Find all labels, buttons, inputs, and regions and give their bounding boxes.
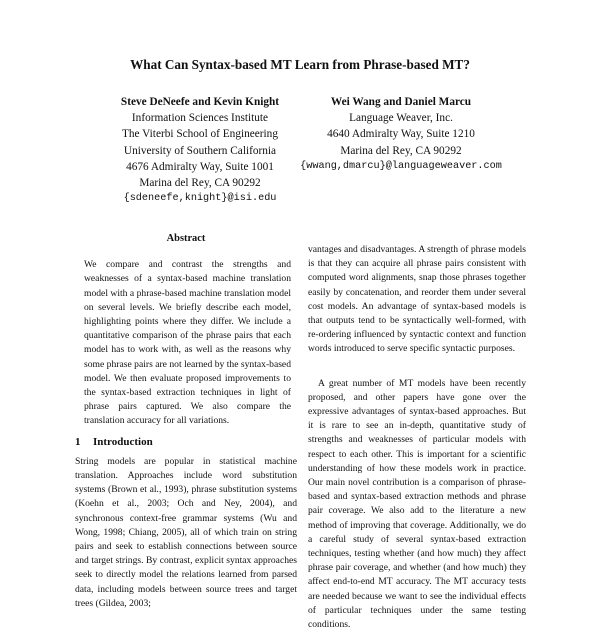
affiliation-line: 4676 Admiralty Way, Suite 1001	[126, 160, 274, 173]
paragraph-gap	[308, 357, 526, 377]
affiliation-line: University of Southern California	[123, 144, 277, 157]
author-names: Wei Wang and Daniel Marcu	[330, 96, 472, 108]
affiliation-line: Marina del Rey, CA 90292	[139, 177, 261, 190]
abstract-heading: Abstract	[166, 233, 206, 244]
affiliation-line: 4640 Admiralty Way, Suite 1210	[327, 128, 475, 141]
author-names: Steve DeNeefe and Kevin Knight	[120, 96, 280, 108]
paper-title: What Can Syntax-based MT Learn from Phrase-based MT?	[130, 57, 470, 72]
author-block-languageweaver	[283, 94, 519, 175]
abstract-text: We compare and contrast the strengths and weaknesses of a syntax-based machine translation model with a phrase-based machine translation model on several levels. We briefly describe each model, highlighting points where they differ. We include a quantitative comparison of the phrase pairs that each model has to work with, as well as the reasons why some phrase pairs are not learned by the syntax-based model. We then evaluate proposed improvements to the syntax-based extraction techniques in light of phrase pairs captured. We also compare the translation accuracy for all variations.	[84, 259, 291, 427]
section-title: Introduction	[93, 435, 153, 448]
section-heading-introduction	[75, 435, 297, 449]
author-email: {wwang,dmarcu}@languageweaver.com	[300, 160, 502, 172]
body-paragraph: A great number of MT models have been recently proposed, and other papers have gone over the expressive advantages of syntax-based approaches. But it is rare to see an in-depth, quantitative study of strengths and weaknesses of particular models with respect to each other. This is important for a scientific understanding of how these models work in practice. Our main novel contribution is a comparison of phrase-based and syntax-based extraction methods and phrase pair coverage. We also add to the literature a new method of improving that coverage. Additionally, we do a careful study of several syntax-based extraction techniques, testing whether (and how much) they affect phrase pair coverage, and whether (and how much) they affect end-to-end MT accuracy. The MT accuracy tests are needed because we want to see the individual effects of particular techniques under the same testing conditions.	[308, 377, 526, 631]
right-column	[308, 243, 526, 632]
author-email: {sdeneefe,knight}@isi.edu	[123, 193, 277, 205]
affiliation-line: Marina del Rey, CA 90292	[340, 144, 462, 157]
affiliation-line: Language Weaver, Inc.	[349, 112, 453, 125]
body-paragraph: vantages and disadvantages. A strength of phrase models is that they can acquire all phrase pairs consistent with computed word alignments, snap those phrases together easily by concatenation, and reorder them under several cost models. An advantage of syntax-based models is that outputs tend to be syntactically well-formed, with re-ordering influenced by syntactic context and function words introduced to serve specific syntactic purposes.	[308, 244, 526, 355]
left-column	[75, 232, 297, 611]
introduction-paragraph: String models are popular in statistical machine translation. Approaches include word substitution systems (Brown et al., 1993), phrase substitution systems (Koehn et al., 2003; Och and Ney, 2004), and synchronous context-free grammar systems (Wu and Wong, 1998; Chiang, 2005), all of which train on string pairs and seek to establish connections between source and target strings. By contrast, explicit syntax approaches seek to directly model the relations learned from parsed data, including models between source trees and target trees (Gildea, 2003;	[75, 455, 297, 609]
section-number: 1	[75, 435, 81, 448]
affiliation-line: Information Sciences Institute	[131, 112, 269, 125]
author-block-isi	[100, 94, 300, 207]
affiliation-line: The Viterbi School of Engineering	[122, 128, 278, 141]
